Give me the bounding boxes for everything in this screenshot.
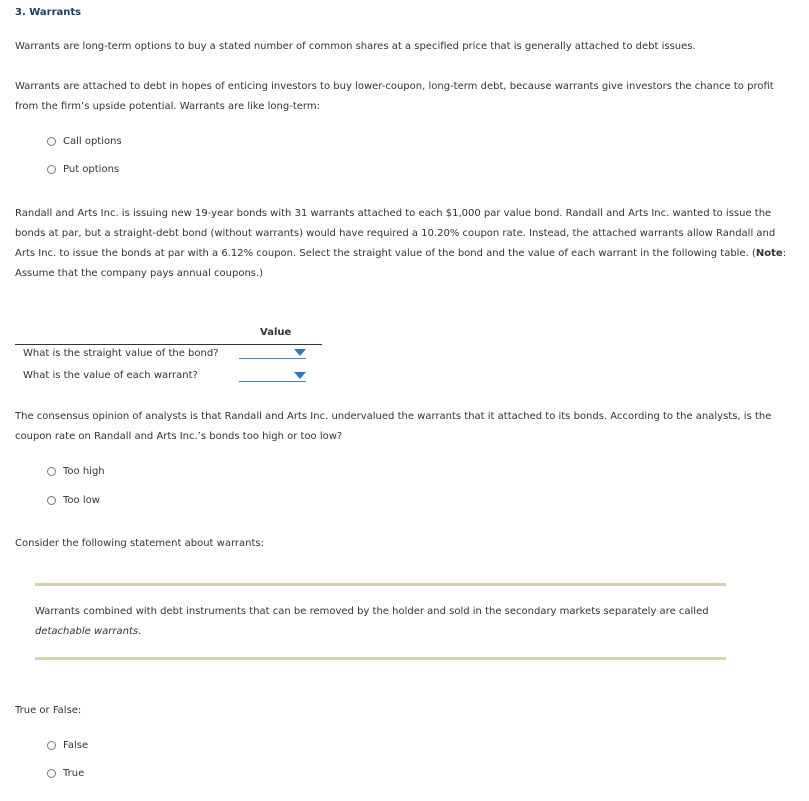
option-label: Put options (63, 163, 120, 175)
table-row-label-straight-value: What is the straight value of the bond? (23, 348, 219, 359)
option-label: Call options (63, 135, 122, 147)
question4-intro: Consider the following statement about warrants: (15, 538, 264, 549)
option-label: Too low (63, 494, 100, 506)
true-false-prompt: True or False: (15, 705, 82, 716)
radio-button[interactable] (47, 467, 56, 476)
question2-text (15, 204, 790, 284)
radio-button[interactable] (47, 165, 56, 174)
value-table-header (15, 327, 322, 345)
option-too-high[interactable] (47, 464, 105, 478)
option-too-low[interactable] (47, 493, 100, 507)
question2-text-prefix: Randall and Arts Inc. is issuing new 19-year bonds with 31 warrants attached to each $1,000 par value bond. Randall and Arts Inc. wanted to issue the bonds at par, but a straight-debt bond (without warrants) would have required a 10.20% coupon rate. Instead, the attached warrants allow Randall and Arts Inc. to issue the bonds at par with a 6.12% coupon. Select the straight value of the bond and the value of each warrant in the following table. ( (15, 208, 776, 259)
radio-button[interactable] (47, 137, 56, 146)
option-call-options[interactable] (47, 134, 122, 148)
intro-paragraph: Warrants are long-term options to buy a stated number of common shares at a specified price that is generally attached to debt issues. (15, 41, 696, 52)
warrant-value-dropdown[interactable] (239, 371, 306, 382)
warrant-statement-text: Warrants combined with debt instruments that can be removed by the holder and sold in the secondary markets separately are called (35, 606, 709, 617)
option-label: Too high (63, 465, 105, 477)
section-title: 3. Warrants (15, 7, 82, 18)
straight-value-dropdown[interactable] (239, 348, 306, 359)
dropdown-caret-icon[interactable] (294, 349, 306, 356)
radio-button[interactable] (47, 496, 56, 505)
value-column-header: Value (260, 327, 292, 338)
warrant-statement-end: . (138, 626, 142, 637)
radio-button[interactable] (47, 769, 56, 778)
dropdown-caret-icon[interactable] (294, 372, 306, 379)
option-label: False (63, 739, 89, 751)
question2-text-suffix: : Assume that the company pays annual coupons.) (15, 248, 787, 279)
option-put-options[interactable] (47, 162, 119, 176)
quote-divider-bottom (35, 657, 726, 660)
option-label: True (63, 767, 85, 779)
warrant-statement-term: detachable warrants (35, 626, 139, 637)
radio-button[interactable] (47, 741, 56, 750)
note-label: Note (755, 248, 783, 259)
quote-divider-top (35, 583, 726, 586)
question3-text: The consensus opinion of analysts is that Randall and Arts Inc. undervalued the warrants that it attached to its bonds. According to the analysts, is the coupon rate on Randall and Arts Inc.’s bonds too high or too low? (15, 411, 772, 442)
question1-text: Warrants are attached to debt in hopes of enticing investors to buy lower-coupon, long-term debt, because warrants give investors the chance to profit from the firm’s upside potential. Warrants are like long-term: (15, 81, 774, 112)
option-false[interactable] (47, 738, 88, 752)
warrant-statement (35, 602, 735, 642)
table-row-label-warrant-value: What is the value of each warrant? (23, 370, 198, 381)
option-true[interactable] (47, 766, 84, 780)
